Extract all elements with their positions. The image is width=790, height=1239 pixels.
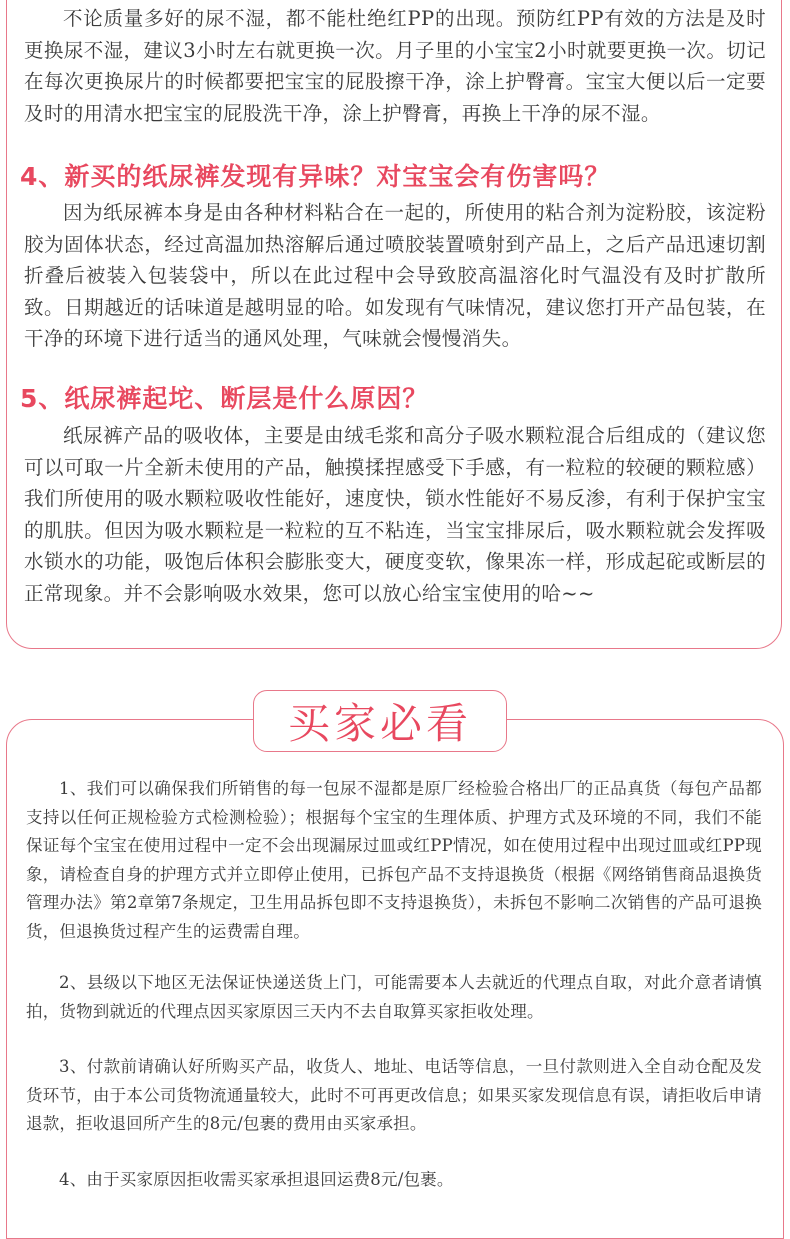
notice-item-3: 3、付款前请确认好所购买产品，收货人、地址、电话等信息，一旦付款则进入全自动仓配及发货环节，由于本公司货物流通量较大，此时不可再更改信息；如果买家发现信息有误，请拒收后申请退款，拒收退回所产生的8元/包裹的费用由买家承担。 (26, 1057, 762, 1133)
q5-heading: 5、纸尿裤起坨、断层是什么原因？ (20, 384, 429, 413)
notice-item-1: 1、我们可以确保我们所销售的每一包尿不湿都是原厂经检验合格出厂的正品真货（每包产品都支持以任何正规检验方式检测检验）；根据每个宝宝的生理体质、护理方式及环境的不同，我们不能保证每个宝宝在使用过程中一定不会出现漏尿过皿或红PP情况，如在使用过程中出现过皿或红PP现象，请检查自身的护理方式并立即停止使用，已拆包产品不支持退换货（根据《网络销售商品退换货管理办法》第2章第7条规定，卫生用品拆包即不支持退换货），未拆包不影响二次销售的产品可退换货，但退换货过程产生的运费需自理。 (26, 779, 762, 941)
q4-answer: 因为纸尿裤本身是由各种材料粘合在一起的，所使用的粘合剂为淀粉胶，该淀粉胶为固体状态，经过高温加热溶解后通过喷胶装置喷射到产品上，之后产品迅速切割折叠后被装入包装袋中，所以在此过程中会导致胶高温溶化时气温没有及时扩散所致。日期越近的话味道是越明显的哈。如发现有气味情况，建议您打开产品包装，在干净的环境下进行适当的通风处理，气味就会慢慢消失。 (24, 201, 766, 351)
intro-paragraph: 不论质量多好的尿不湿，都不能杜绝红PP的出现。预防红PP有效的方法是及时更换尿不湿，建议3小时左右就更换一次。月子里的小宝宝2小时就要更换一次。切记在每次更换尿片的时候都要把宝宝的屁股擦干净，涂上护臀膏。宝宝大便以后一定要及时的用清水把宝宝的屁股洗干净，涂上护臀膏，再换上干净的尿不湿。 (24, 7, 767, 125)
buyer-notice-title-box (253, 690, 507, 752)
q4-heading: 4、新买的纸尿裤发现有异味？对宝宝会有伤害吗？ (20, 162, 611, 191)
buyer-notice-title: 买家必看 (287, 699, 472, 748)
notice-item-2: 2、县级以下地区无法保证快递送货上门，可能需要本人去就近的代理点自取，对此介意者请慎拍，货物到就近的代理点因买家原因三天内不去自取算买家拒收处理。 (26, 973, 762, 1021)
notice-item-4: 4、由于买家原因拒收需买家承担退回运费8元/包裹。 (59, 1170, 454, 1189)
q5-answer: 纸尿裤产品的吸收体，主要是由绒毛浆和高分子吸水颗粒混合后组成的（建议您可以可取一片全新未使用的产品，触摸揉捏感受下手感，有一粒粒的较硬的颗粒感）我们所使用的吸水颗粒吸收性能好，速度快，锁水性能好不易反渗，有利于保护宝宝的肌肤。但因为吸水颗粒是一粒粒的互不粘连，当宝宝排尿后，吸水颗粒就会发挥吸水锁水的功能，吸饱后体积会膨胀变大，硬度变软，像果冻一样，形成起砣或断层的正常现象。并不会影响吸水效果，您可以放心给宝宝使用的哈~~ (24, 424, 766, 605)
